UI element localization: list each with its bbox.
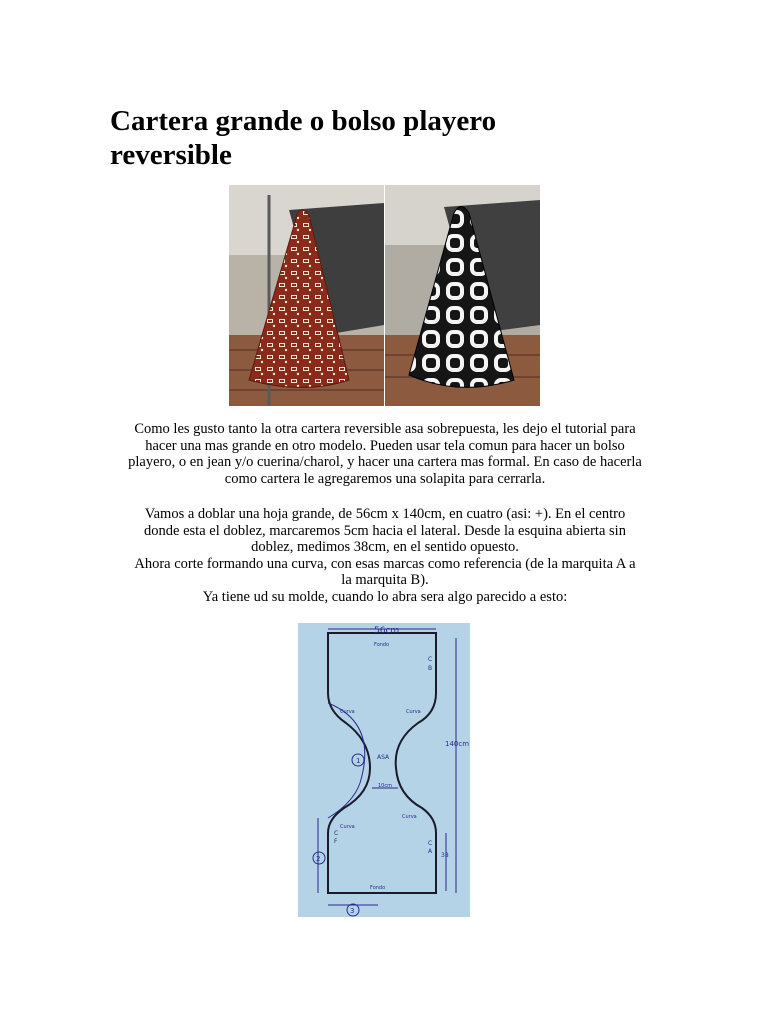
- text-line: Como les gusto tanto la otra cartera reversible asa sobrepuesta, les dejo el tutorial para: [134, 421, 636, 437]
- curve-top-right-label: Curva: [406, 709, 421, 715]
- height-label: 140cm: [445, 740, 470, 748]
- circle-mark-3: 3: [350, 907, 355, 915]
- text-line: como cartera le agregaremos una solapita para cerrarla.: [224, 470, 546, 487]
- handle-label: ASA: [377, 754, 390, 761]
- text-line: hacer una mas grande en otro modelo. Pueden usar tela comun para hacer un bolso: [145, 437, 625, 454]
- text-line: Ya tiene ud su molde, cuando lo abra sera algo parecido a esto:: [202, 588, 568, 605]
- mark-c-bottom-right: C: [428, 840, 433, 847]
- circle-mark-1: 1: [356, 757, 361, 765]
- title-line-2: reversible: [110, 139, 232, 171]
- circle-mark-2: 2: [316, 855, 321, 863]
- text-line: donde esta el doblez, marcaremos 5cm hacia el lateral. Desde la esquina abierta sin: [144, 522, 626, 539]
- paper-background: [298, 623, 470, 917]
- text-line: la marquita B).: [341, 572, 429, 588]
- mark-b-top: B: [428, 665, 433, 672]
- title-line-1: Cartera grande o bolso playero: [110, 105, 497, 137]
- mark-c-bottom-left: C: [334, 830, 339, 837]
- curve-bottom-right-label: Curva: [402, 814, 417, 820]
- instructions-paragraph: [100, 506, 670, 605]
- curve-top-left-label: Curva: [340, 709, 355, 715]
- red-bag-photo: [229, 185, 384, 406]
- text-line: Ahora corte formando una curva, con esas marcas como referencia (de la marquita A a: [134, 555, 636, 572]
- black-white-bag-photo: [385, 185, 540, 406]
- mark-a-bottom-right: A: [428, 848, 433, 855]
- top-edge-label: Fondo: [374, 642, 390, 648]
- bags-photo: [229, 185, 540, 406]
- bottom-edge-label: Fondo: [370, 885, 386, 891]
- curve-bottom-left-label: Curva: [340, 824, 355, 830]
- page-title: [110, 104, 670, 172]
- side-length-label: 38: [441, 852, 449, 859]
- pattern-photo: [298, 623, 470, 917]
- text-line: playero, o en jean y/o cuerina/charol, y hacer una cartera mas formal. En caso de hacerla: [128, 454, 642, 470]
- top-width-label: 56cm: [374, 626, 400, 636]
- text-line: doblez, medimos 38cm, en el sentido opuesto.: [251, 539, 519, 555]
- text-line: Vamos a doblar una hoja grande, de 56cm x 140cm, en cuatro (asi: +). En el centro: [144, 506, 626, 522]
- intro-paragraph: [100, 421, 670, 487]
- mark-f-bottom-left: F: [334, 838, 338, 845]
- mark-c-top: C: [428, 656, 433, 663]
- handle-width-label: 10cm: [378, 783, 392, 789]
